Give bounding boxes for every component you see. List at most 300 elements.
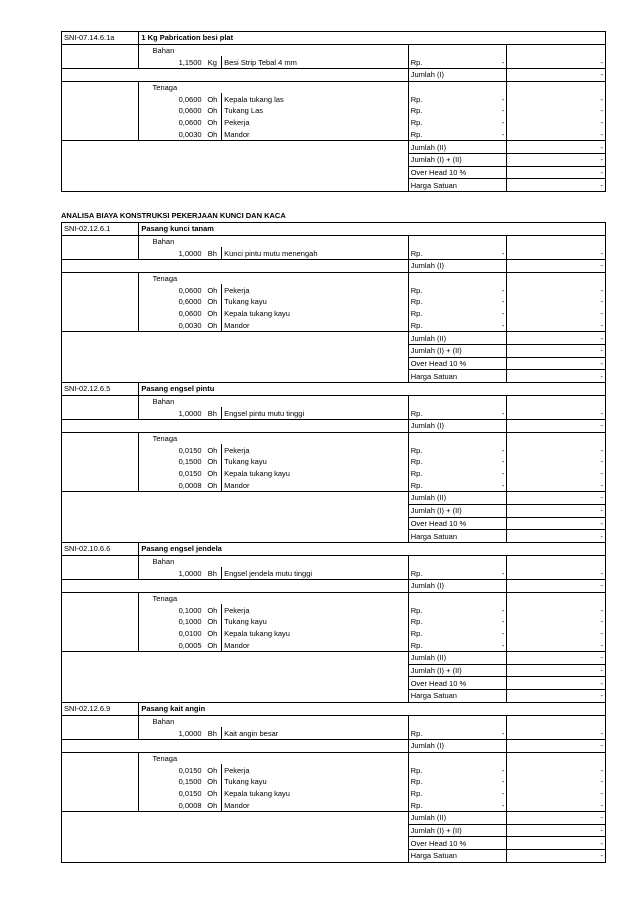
- summary-row: [62, 179, 606, 192]
- summary-value: -: [507, 664, 606, 677]
- summary-value: -: [507, 332, 606, 345]
- table-row: [62, 117, 606, 129]
- line-total: -: [507, 284, 606, 296]
- qty: 0,0150: [178, 469, 202, 479]
- unit: Oh: [207, 765, 218, 775]
- line-total: -: [507, 639, 606, 651]
- unit-price: -: [501, 605, 505, 615]
- header-row: [62, 32, 606, 45]
- qty: 1,0000: [178, 568, 202, 578]
- qty: 0,6000: [178, 297, 202, 307]
- currency: Rp.: [410, 728, 423, 738]
- tenaga-label-row: [62, 592, 606, 604]
- price-cell: [408, 616, 507, 628]
- jumlah-1-label: Jumlah (I): [408, 69, 507, 82]
- currency: Rp.: [410, 248, 423, 258]
- bahan-label-row: [62, 555, 606, 567]
- line-total: -: [507, 788, 606, 800]
- summary-label: Harga Satuan: [408, 370, 507, 383]
- line-total: -: [507, 444, 606, 456]
- summary-label: Harga Satuan: [408, 850, 507, 863]
- currency: Rp.: [410, 788, 423, 798]
- qty: 0,0600: [178, 309, 202, 319]
- line-total: -: [507, 727, 606, 739]
- unit: Bh: [207, 248, 217, 258]
- currency: Rp.: [410, 320, 423, 330]
- price-cell: [408, 308, 507, 320]
- price-cell: [408, 407, 507, 419]
- price-cell: [408, 444, 507, 456]
- summary-row: [62, 357, 606, 370]
- price-cell: [408, 117, 507, 129]
- line-total: -: [507, 468, 606, 480]
- item-title: Pasang kunci tanam: [139, 223, 606, 236]
- tenaga-label-row: [62, 432, 606, 444]
- line-total: -: [507, 117, 606, 129]
- line-total: -: [507, 407, 606, 419]
- summary-label: Harga Satuan: [408, 690, 507, 703]
- table-row: [62, 788, 606, 800]
- table-row: [62, 129, 606, 141]
- unit-price: -: [501, 57, 505, 67]
- description: Tukang kayu: [222, 296, 409, 308]
- summary-value: -: [507, 850, 606, 863]
- summary-value: -: [507, 141, 606, 154]
- unit: Kg: [207, 57, 217, 67]
- qty: 0,1500: [178, 777, 202, 787]
- currency: Rp.: [410, 118, 423, 128]
- description: Mandor: [222, 799, 409, 811]
- price-cell: [408, 639, 507, 651]
- analysis-table: [61, 383, 606, 543]
- summary-label: Jumlah (II): [408, 492, 507, 505]
- price-cell: [408, 799, 507, 811]
- description: Engsel jendela mutu tinggi: [222, 567, 409, 579]
- description: Pekerja: [222, 764, 409, 776]
- description: Tukang kayu: [222, 616, 409, 628]
- description: Kepala tukang kayu: [222, 308, 409, 320]
- summary-value: -: [507, 530, 606, 543]
- qty: 0,0150: [178, 445, 202, 455]
- line-total: -: [507, 105, 606, 117]
- qty: 0,0008: [178, 800, 202, 810]
- tenaga-label: Tenaga: [151, 592, 409, 604]
- line-total: -: [507, 616, 606, 628]
- jumlah-1-label: Jumlah (I): [408, 260, 507, 273]
- unit: Oh: [207, 297, 218, 307]
- description: Pekerja: [222, 117, 409, 129]
- summary-row: [62, 153, 606, 166]
- unit-price: -: [501, 640, 505, 650]
- description: Besi Strip Tebal 4 mm: [222, 56, 409, 68]
- unit: Bh: [207, 568, 217, 578]
- table-row: [62, 479, 606, 491]
- qty: 0,0005: [178, 640, 202, 650]
- tenaga-label-row: [62, 272, 606, 284]
- summary-value: -: [507, 824, 606, 837]
- section-title: ANALISA BIAYA KONSTRUKSI PEKERJAAN KUNCI DAN KACA: [61, 211, 286, 220]
- table-row: [62, 799, 606, 811]
- price-cell: [408, 604, 507, 616]
- jumlah-1-value: -: [507, 579, 606, 592]
- summary-label: Harga Satuan: [408, 179, 507, 192]
- table-row: [62, 105, 606, 117]
- table-row: [62, 468, 606, 480]
- table-row: [62, 296, 606, 308]
- summary-value: -: [507, 153, 606, 166]
- line-total: -: [507, 456, 606, 468]
- unit-price: -: [501, 285, 505, 295]
- unit-price: -: [501, 309, 505, 319]
- summary-row: [62, 824, 606, 837]
- jumlah-1-row: [62, 420, 606, 433]
- analysis-table: [61, 31, 606, 192]
- price-cell: [408, 284, 507, 296]
- unit: Oh: [207, 106, 218, 116]
- currency: Rp.: [410, 640, 423, 650]
- summary-row: [62, 517, 606, 530]
- currency: Rp.: [410, 285, 423, 295]
- currency: Rp.: [410, 457, 423, 467]
- summary-value: -: [507, 837, 606, 850]
- price-cell: [408, 567, 507, 579]
- tenaga-label: Tenaga: [151, 272, 409, 284]
- item-code: SNI-02.12.6.5: [62, 383, 139, 395]
- price-cell: [408, 56, 507, 68]
- item-code: SNI-02.12.6.1: [62, 223, 139, 236]
- unit-price: -: [501, 118, 505, 128]
- unit: Bh: [207, 408, 217, 418]
- currency: Rp.: [410, 445, 423, 455]
- sheet-top: [61, 31, 606, 192]
- jumlah-1-label: Jumlah (I): [408, 579, 507, 592]
- qty: 0,0600: [178, 118, 202, 128]
- currency: Rp.: [410, 106, 423, 116]
- tenaga-label-row: [62, 81, 606, 93]
- table-row: [62, 56, 606, 68]
- line-total: -: [507, 628, 606, 640]
- currency: Rp.: [410, 800, 423, 810]
- summary-row: [62, 837, 606, 850]
- currency: Rp.: [410, 129, 423, 139]
- unit: Oh: [207, 285, 218, 295]
- summary-label: Over Head 10 %: [408, 357, 507, 370]
- unit-price: -: [501, 777, 505, 787]
- unit: Oh: [207, 629, 218, 639]
- qty: 0,0150: [178, 765, 202, 775]
- unit: Oh: [207, 129, 218, 139]
- summary-label: Over Head 10 %: [408, 517, 507, 530]
- price-cell: [408, 776, 507, 788]
- price-cell: [408, 105, 507, 117]
- description: Engsel pintu mutu tinggi: [222, 407, 409, 419]
- unit: Bh: [207, 728, 217, 738]
- price-cell: [408, 727, 507, 739]
- tenaga-label: Tenaga: [151, 432, 409, 444]
- item-code: SNI-02.10.6.6: [62, 543, 139, 555]
- tenaga-label-row: [62, 752, 606, 764]
- table-row: [62, 320, 606, 332]
- currency: Rp.: [410, 629, 423, 639]
- line-total: -: [507, 776, 606, 788]
- header-row: [62, 383, 606, 395]
- summary-row: [62, 141, 606, 154]
- price-cell: [408, 320, 507, 332]
- price-cell: [408, 628, 507, 640]
- line-total: -: [507, 247, 606, 259]
- summary-row: [62, 530, 606, 543]
- header-row: [62, 543, 606, 555]
- unit-price: -: [501, 320, 505, 330]
- price-cell: [408, 93, 507, 105]
- unit-price: -: [501, 629, 505, 639]
- currency: Rp.: [410, 309, 423, 319]
- unit: Oh: [207, 469, 218, 479]
- table-row: [62, 628, 606, 640]
- jumlah-1-row: [62, 579, 606, 592]
- price-cell: [408, 468, 507, 480]
- table-row: [62, 308, 606, 320]
- jumlah-1-label: Jumlah (I): [408, 739, 507, 752]
- unit: Oh: [207, 800, 218, 810]
- bahan-label: Bahan: [152, 556, 175, 566]
- price-cell: [408, 788, 507, 800]
- summary-label: Jumlah (II): [408, 332, 507, 345]
- line-total: -: [507, 296, 606, 308]
- item-title: Pasang kait angin: [139, 703, 606, 715]
- summary-label: Harga Satuan: [408, 530, 507, 543]
- line-total: -: [507, 479, 606, 491]
- summary-row: [62, 332, 606, 345]
- summary-label: Jumlah (I) + (II): [408, 344, 507, 357]
- item-title: 1 Kg Pabrication besi plat: [139, 32, 606, 45]
- table-row: [62, 247, 606, 259]
- item-title: Pasang engsel jendela: [139, 543, 606, 555]
- summary-row: [62, 166, 606, 179]
- bahan-label: Bahan: [152, 396, 175, 406]
- unit-price: -: [501, 617, 505, 627]
- bahan-label-row: [62, 395, 606, 407]
- sheet-section: [61, 222, 606, 863]
- table-row: [62, 727, 606, 739]
- price-cell: [408, 456, 507, 468]
- jumlah-1-value: -: [507, 69, 606, 82]
- unit-price: -: [501, 248, 505, 258]
- unit-price: -: [501, 568, 505, 578]
- qty: 0,0600: [178, 94, 202, 104]
- qty: 0,1500: [178, 457, 202, 467]
- table-row: [62, 639, 606, 651]
- table-row: [62, 407, 606, 419]
- jumlah-1-value: -: [507, 260, 606, 273]
- summary-label: Over Head 10 %: [408, 677, 507, 690]
- summary-row: [62, 812, 606, 825]
- unit-price: -: [501, 94, 505, 104]
- table-row: [62, 616, 606, 628]
- summary-value: -: [507, 492, 606, 505]
- summary-row: [62, 850, 606, 863]
- summary-label: Jumlah (II): [408, 812, 507, 825]
- analysis-table: [61, 703, 606, 863]
- bahan-label-row: [62, 715, 606, 727]
- qty: 0,0600: [178, 285, 202, 295]
- summary-label: Over Head 10 %: [408, 166, 507, 179]
- currency: Rp.: [410, 605, 423, 615]
- description: Kepala tukang kayu: [222, 468, 409, 480]
- summary-value: -: [507, 166, 606, 179]
- summary-label: Over Head 10 %: [408, 837, 507, 850]
- bahan-label: Bahan: [152, 716, 175, 726]
- summary-value: -: [507, 357, 606, 370]
- price-cell: [408, 479, 507, 491]
- table-row: [62, 93, 606, 105]
- item-code: SNI-02.12.6.9: [62, 703, 139, 715]
- summary-label: Jumlah (I) + (II): [408, 664, 507, 677]
- description: Kepala tukang las: [222, 93, 409, 105]
- item-title: Pasang engsel pintu: [139, 383, 606, 395]
- summary-value: -: [507, 652, 606, 665]
- summary-label: Jumlah (I) + (II): [408, 824, 507, 837]
- summary-row: [62, 677, 606, 690]
- jumlah-1-row: [62, 260, 606, 273]
- currency: Rp.: [410, 408, 423, 418]
- jumlah-1-row: [62, 69, 606, 82]
- summary-value: -: [507, 690, 606, 703]
- unit: Oh: [207, 457, 218, 467]
- qty: 0,0600: [178, 106, 202, 116]
- header-row: [62, 223, 606, 236]
- description: Tukang kayu: [222, 776, 409, 788]
- summary-row: [62, 664, 606, 677]
- unit: Oh: [207, 320, 218, 330]
- summary-value: -: [507, 370, 606, 383]
- jumlah-1-value: -: [507, 420, 606, 433]
- item-code: SNI-07.14.6.1a: [62, 32, 139, 45]
- line-total: -: [507, 567, 606, 579]
- summary-value: -: [507, 812, 606, 825]
- currency: Rp.: [410, 297, 423, 307]
- table-row: [62, 284, 606, 296]
- currency: Rp.: [410, 480, 423, 490]
- jumlah-1-label: Jumlah (I): [408, 420, 507, 433]
- unit-price: -: [501, 480, 505, 490]
- qty: 1,0000: [178, 728, 202, 738]
- description: Pekerja: [222, 444, 409, 456]
- unit: Oh: [207, 445, 218, 455]
- price-cell: [408, 296, 507, 308]
- summary-value: -: [507, 504, 606, 517]
- table-row: [62, 764, 606, 776]
- unit: Oh: [207, 617, 218, 627]
- line-total: -: [507, 764, 606, 776]
- unit-price: -: [501, 457, 505, 467]
- header-row: [62, 703, 606, 715]
- bahan-label: Bahan: [152, 46, 175, 56]
- analysis-table: [61, 222, 606, 383]
- description: Mandor: [222, 129, 409, 141]
- description: Pekerja: [222, 604, 409, 616]
- unit-price: -: [501, 445, 505, 455]
- qty: 0,0030: [178, 320, 202, 330]
- summary-label: Jumlah (I) + (II): [408, 153, 507, 166]
- description: Pekerja: [222, 284, 409, 296]
- price-cell: [408, 247, 507, 259]
- unit-price: -: [501, 129, 505, 139]
- currency: Rp.: [410, 469, 423, 479]
- description: Kepala tukang kayu: [222, 628, 409, 640]
- bahan-label-row: [62, 235, 606, 247]
- table-row: [62, 456, 606, 468]
- price-cell: [408, 129, 507, 141]
- summary-row: [62, 504, 606, 517]
- summary-value: -: [507, 517, 606, 530]
- unit: Oh: [207, 605, 218, 615]
- qty: 0,0030: [178, 129, 202, 139]
- qty: 1,0000: [178, 408, 202, 418]
- table-row: [62, 776, 606, 788]
- jumlah-1-row: [62, 739, 606, 752]
- description: Mandor: [222, 639, 409, 651]
- summary-row: [62, 370, 606, 383]
- unit-price: -: [501, 297, 505, 307]
- currency: Rp.: [410, 777, 423, 787]
- unit: Oh: [207, 118, 218, 128]
- tenaga-label: Tenaga: [151, 81, 409, 93]
- unit-price: -: [501, 800, 505, 810]
- summary-label: Jumlah (II): [408, 652, 507, 665]
- description: Tukang kayu: [222, 456, 409, 468]
- qty: 0,0008: [178, 480, 202, 490]
- unit: Oh: [207, 788, 218, 798]
- unit: Oh: [207, 309, 218, 319]
- currency: Rp.: [410, 568, 423, 578]
- currency: Rp.: [410, 57, 423, 67]
- line-total: -: [507, 320, 606, 332]
- description: Kunci pintu mutu menengah: [222, 247, 409, 259]
- unit-price: -: [501, 728, 505, 738]
- currency: Rp.: [410, 617, 423, 627]
- line-total: -: [507, 799, 606, 811]
- summary-value: -: [507, 179, 606, 192]
- qty: 0,1000: [178, 605, 202, 615]
- qty: 0,0100: [178, 629, 202, 639]
- qty: 0,0150: [178, 788, 202, 798]
- summary-row: [62, 344, 606, 357]
- currency: Rp.: [410, 94, 423, 104]
- unit: Oh: [207, 777, 218, 787]
- description: Kait angin besar: [222, 727, 409, 739]
- summary-value: -: [507, 344, 606, 357]
- line-total: -: [507, 93, 606, 105]
- unit-price: -: [501, 469, 505, 479]
- qty: 0,1000: [178, 617, 202, 627]
- line-total: -: [507, 308, 606, 320]
- summary-row: [62, 690, 606, 703]
- table-row: [62, 567, 606, 579]
- summary-row: [62, 652, 606, 665]
- summary-label: Jumlah (II): [408, 141, 507, 154]
- unit: Oh: [207, 640, 218, 650]
- unit-price: -: [501, 788, 505, 798]
- table-row: [62, 604, 606, 616]
- summary-label: Jumlah (I) + (II): [408, 504, 507, 517]
- table-row: [62, 444, 606, 456]
- unit-price: -: [501, 765, 505, 775]
- description: Mandor: [222, 320, 409, 332]
- tenaga-label: Tenaga: [151, 752, 409, 764]
- bahan-label-row: [62, 44, 606, 56]
- price-cell: [408, 764, 507, 776]
